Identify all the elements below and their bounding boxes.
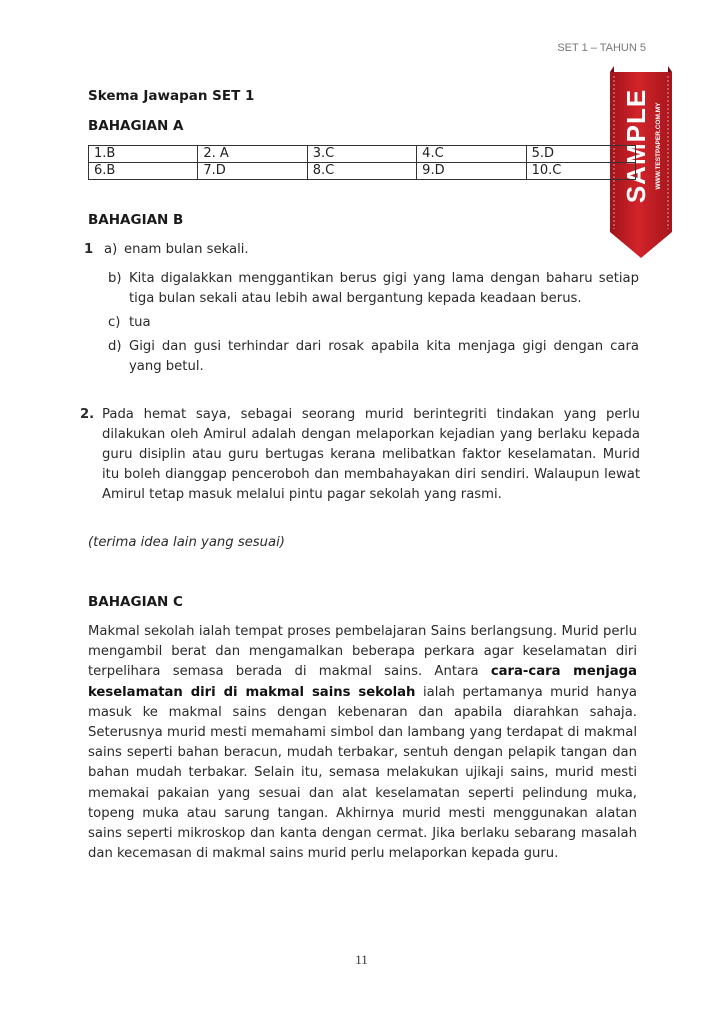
table-cell: 9.D: [417, 163, 526, 180]
answer-2: Pada hemat saya, sebagai seorang murid berintegriti tindakan yang perlu dilakukan oleh Amirul adalah dengan melaporkan kejadian yang berlaku kepada guru disiplin atau guru bertugas kerana melibatkan faktor keselamatan. Murid itu boleh dianggap penceroboh dan membahayakan diri sendiri. Walaupun lewat Amirul tetap masuk melalui pintu pagar sekolah yang rasmi.: [102, 407, 640, 502]
scheme-title: Skema Jawapan SET 1: [88, 88, 255, 104]
question-1a: [84, 240, 639, 260]
question-1d: [84, 337, 639, 377]
essay-text-end: ialah pertamanya murid hanya masuk ke makmal sains dengan kebenaran dan apabila diarahkan sahaja. Seterusnya murid mesti memahami simbol dan lambang yang terdapat di makmal sains seperti bahan beracun, mudah terbakar, sentuh dengan pelapik tangan dan bahan mudah terbakar. Selain itu, semasa melakukan ujikaji sains, murid mesti memakai pakaian yang sesuai dan alat keselamatan seperti pelindung muka, topeng muka atau sarung tangan. Akhirnya murid mesti menggunakan alatan sains seperti mikroskop dan kanta dengan cermat. Jika berlaku sebarang masalah dan kecemasan di makmal sains murid perlu melaporkan kepada guru.: [88, 684, 638, 862]
sub-label: c): [108, 315, 121, 330]
accept-other-ideas-note: (terima idea lain yang sesuai): [88, 535, 285, 550]
table-cell: 2. A: [198, 146, 307, 163]
table-cell: 5.D: [526, 146, 635, 163]
table-cell: 3.C: [307, 146, 416, 163]
essay-key-phrase: cara-cara menjaga keselamatan diri di makmal sains sekolah: [88, 664, 637, 700]
essay-text-start: Makmal sekolah ialah tempat proses pembelajaran Sains berlangsung. Murid perlu mengambil berat dan mengamalkan beberapa perkara agar keselamatan diri terpelihara semasa berada di makmal sains. Antara: [88, 624, 637, 680]
question-2-number: 2.: [80, 407, 95, 422]
table-cell: 7.D: [198, 163, 307, 180]
question-2: [80, 405, 640, 505]
question-1-number: 1: [84, 242, 94, 257]
answer-1d: Gigi dan gusi terhindar dari rosak apabila kita menjaga gigi dengan cara yang betul.: [129, 339, 639, 374]
sub-label: a): [104, 242, 118, 257]
answer-1b: Kita digalakkan menggantikan berus gigi yang lama dengan baharu setiap tiga bulan sekali atau lebih awal bergantung kepada keadaan berus.: [129, 271, 639, 306]
question-1c: [84, 313, 639, 333]
section-c-heading: BAHAGIAN C: [88, 594, 183, 610]
sub-label: d): [108, 339, 122, 354]
table-row: [89, 163, 636, 180]
table-cell: 10.C: [526, 163, 635, 180]
table-cell: 6.B: [89, 163, 198, 180]
page-header-set-label: SET 1 – TAHUN 5: [557, 42, 646, 54]
sample-stamp-text: SAMPLE: [621, 88, 651, 204]
sample-stamp-site: WWW.TESTPAPER.COM.MY: [655, 102, 662, 190]
section-c-essay: [88, 622, 637, 864]
sub-label: b): [108, 271, 122, 286]
question-1-block: [84, 240, 639, 377]
section-b-heading: BAHAGIAN B: [88, 212, 184, 228]
section-a-heading: BAHAGIAN A: [88, 118, 184, 134]
answer-1c: tua: [129, 315, 151, 330]
question-1: [84, 240, 639, 260]
table-cell: 8.C: [307, 163, 416, 180]
answer-1a: enam bulan sekali.: [124, 242, 249, 257]
table-cell: 1.B: [89, 146, 198, 163]
table-row: [89, 146, 636, 163]
section-a-answer-table: [88, 145, 636, 180]
question-1b: [84, 269, 639, 309]
page-number: 11: [355, 952, 368, 967]
table-cell: 4.C: [417, 146, 526, 163]
